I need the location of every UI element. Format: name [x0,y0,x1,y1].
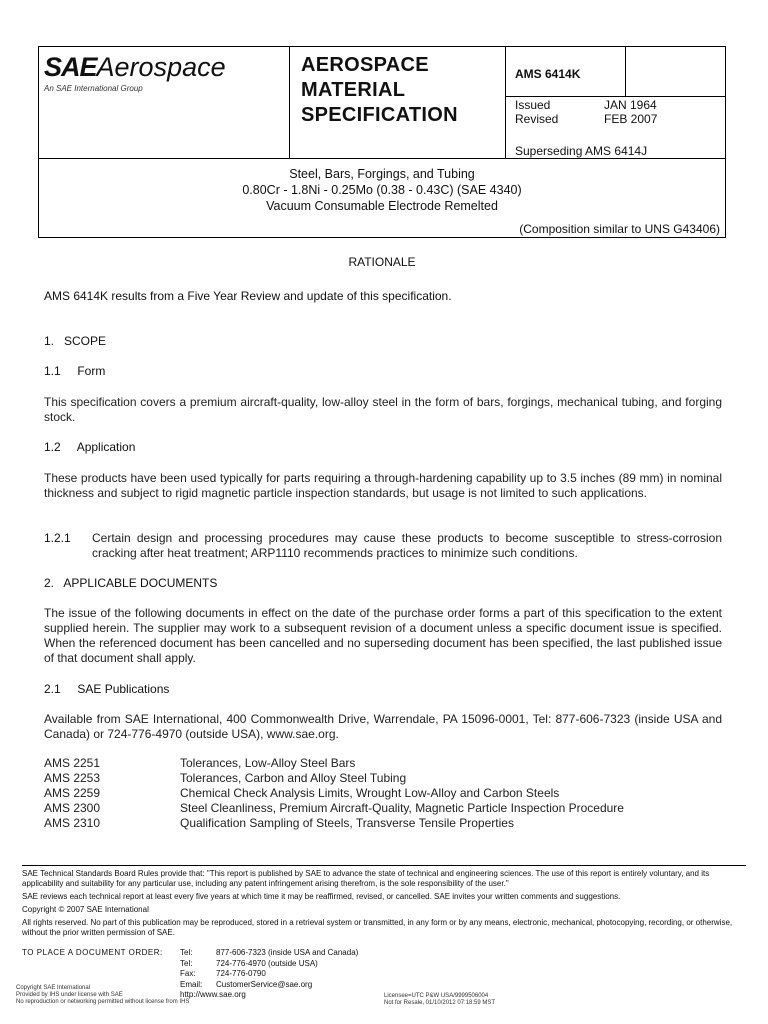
tel-label: Tel: [180,948,193,957]
header-divider [289,46,290,158]
order-label: TO PLACE A DOCUMENT ORDER: [22,948,163,957]
header-divider [625,46,626,96]
stamp-line: Licensee=UTC P&W USA/9999506004 [384,993,489,999]
email-link[interactable]: CustomerService@sae.org [216,979,313,989]
logo-subtitle: An SAE International Group [44,84,143,93]
doc-number: AMS 6414K [515,67,581,81]
tel-value: 724-776-4970 (outside USA) [216,958,318,968]
issued-label: Issued [515,98,551,112]
header-divider [38,158,726,159]
superseding-note: Superseding AMS 6414J [515,144,648,158]
documents-paragraph: The issue of the following documents in effect on the date of the purchase order forms a part of this specification to the extent supplied herein. The supplier may work to a subsequent revision of a document unless a specific document issue is specified. When the referenced document has been cancelled and no superseding document has been specified, the last published issue of that document shall apply. [44,606,722,665]
order-contacts [180,948,358,1001]
doc-code: AMS 2300 [44,801,101,815]
form-paragraph: This specification covers a premium aircraft-quality, low-alloy steel in the form of bars, forgings, mechanical tubing, and forging stock. [44,395,722,424]
revised-date: FEB 2007 [604,112,658,126]
section-heading-scope: 1. SCOPE [44,334,107,348]
list-item [44,816,724,831]
footer-rights: All rights reserved. No part of this publication may be reproduced, stored in a retrieval system or transmitted, in any form or by any means, electronic, mechanical, photocopying, recording, or otherwise, without the prior written permission of SAE. [22,918,733,937]
sae-logo [44,52,226,83]
footer-rule [22,865,746,866]
list-item [44,771,724,786]
website-link[interactable]: http://www.sae.org [180,990,246,999]
header-divider [505,96,726,97]
doc-title: Tolerances, Carbon and Alloy Steel Tubing [180,771,407,785]
subsection-heading-form: 1.1 Form [44,364,106,378]
doc-code: AMS 2259 [44,786,101,800]
footer-review-note: SAE reviews each technical report at least every five years at which time it may be reaffirmed, revised, or cancelled. SAE invites your written comments and suggestions. [22,892,621,901]
stamp-line: Not for Resale, 01/10/2012 07:18:59 MST [384,1000,496,1006]
footer-copyright: Copyright © 2007 SAE International [22,905,149,914]
header-divider [505,46,506,158]
doc-code: AMS 2253 [44,771,101,785]
subsection-heading-sae: 2.1 SAE Publications [44,682,170,696]
issued-date: JAN 1964 [604,98,657,112]
reference-list [44,756,724,831]
list-item [44,756,724,771]
list-item [44,801,724,816]
logo-text: Aerospace [96,52,226,82]
logo-mark: SAE [44,52,97,82]
subsection-121-paragraph: Certain design and processing procedures may cause these products to become susceptible to stress-corrosion cracking after heat treatment; ARP1110 recommends practices to minimize such conditions. [92,531,722,560]
stamp-line: Provided by IHS under license with SAE [16,992,123,998]
tel-label: Tel: [180,958,193,968]
title-line: SPECIFICATION [301,104,458,126]
subsection-number-121: 1.2.1 [44,531,71,545]
stamp-line: Copyright SAE International [16,985,91,991]
footer-board-rules: SAE Technical Standards Board Rules provide that: "This report is published by SAE to advance the state of technical and engineering sciences. The use of this report is entirely voluntary, and its applicability and suitability for any particular use, including any patent infringement arising therefrom, is the sole responsibility of the user." [22,869,710,888]
doc-title: Steel Cleanliness, Premium Aircraft-Quality, Magnetic Particle Inspection Procedure [180,801,624,815]
stamp-line: No reproduction or networking permitted without license from IHS [16,999,190,1005]
doc-title: Qualification Sampling of Steels, Transverse Tensile Properties [180,816,514,830]
subsection-heading-application: 1.2 Application [44,440,136,454]
doc-code: AMS 2310 [44,816,101,830]
spec-subtitle [38,166,726,214]
subtitle-line: Steel, Bars, Forgings, and Tubing [289,167,475,181]
doc-title: Chemical Check Analysis Limits, Wrought Low-Alloy and Carbon Steels [180,786,560,800]
title-line: MATERIAL [301,79,406,101]
rationale-heading: RATIONALE [348,255,416,269]
license-stamp-right [384,993,495,1007]
sae-availability-paragraph: Available from SAE International, 400 Commonwealth Drive, Warrendale, PA 15096-0001, Tel: 877-606-7323 (inside USA and Canada) or 724-776-4970 (outside USA), www.sae.org. [44,712,722,741]
tel-value: 877-606-7323 (inside USA and Canada) [216,948,359,957]
footer-text [22,869,744,938]
list-item [44,786,724,801]
title-line: AEROSPACE [301,54,429,76]
license-stamp-left [16,985,189,1006]
subtitle-line: Vacuum Consumable Electrode Remelted [266,199,498,213]
fax-label: Fax: [180,969,196,978]
application-paragraph: These products have been used typically for parts requiring a through-hardening capability up to 3.5 inches (89 mm) in nominal thickness and subject to rigid magnetic particle inspection standards, but usage is not limited to such applications. [44,471,722,500]
fax-value: 724-776-0790 [216,969,266,978]
subtitle-line: 0.80Cr - 1.8Ni - 0.25Mo (0.38 - 0.43C) (SAE 4340) [242,183,522,197]
section-heading-documents: 2. APPLICABLE DOCUMENTS [44,576,218,590]
doc-code: AMS 2251 [44,756,101,770]
doc-title: Tolerances, Low-Alloy Steel Bars [180,756,356,770]
email-label: Email: [180,979,203,989]
spec-title [301,53,458,128]
composition-note: (Composition similar to UNS G43406) [519,222,720,236]
rationale-text: AMS 6414K results from a Five Year Review and update of this specification. [44,289,452,303]
revised-label: Revised [515,112,559,126]
